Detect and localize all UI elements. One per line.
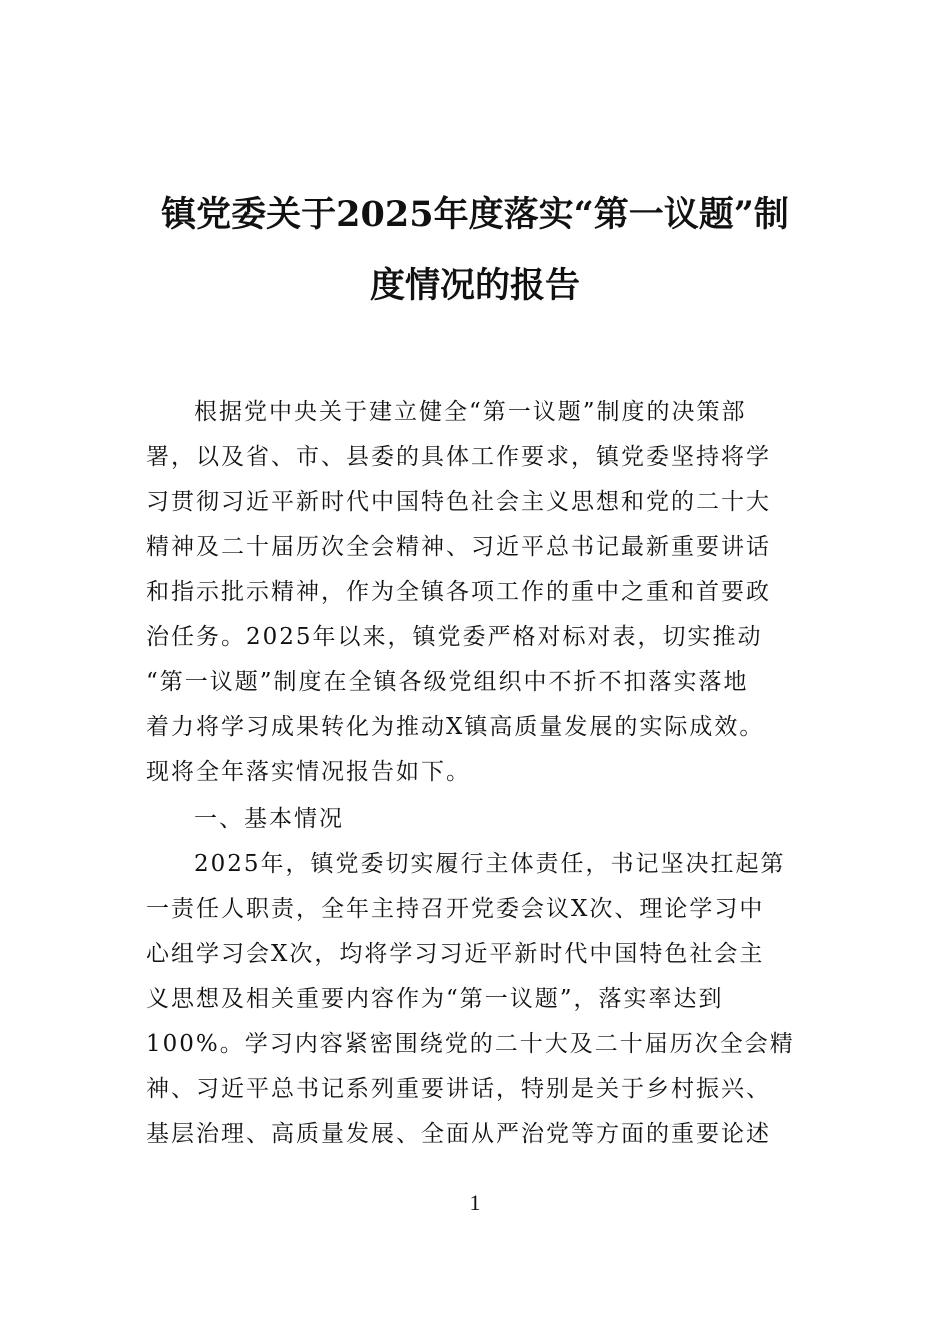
document-title-line-2: 度情况的报告 bbox=[369, 265, 580, 306]
intro-paragraph-line: 现将全年落实情况报告如下。 bbox=[146, 759, 471, 785]
intro-paragraph-line: 治任务。2025年以来，镇党委严格对标对表，切实推动 bbox=[146, 624, 763, 650]
section-paragraph-line: 义思想及相关重要内容作为“第一议题”，落实率达到 bbox=[146, 986, 724, 1012]
section-paragraph-line: 2025年，镇党委切实履行主体责任，书记坚决扛起第 bbox=[194, 851, 786, 877]
section-paragraph-line: 一责任人职责，全年主持召开党委会议X次、理论学习中 bbox=[146, 896, 765, 922]
intro-paragraph-line: “第一议题”制度在全镇各级党组织中不折不扣落实落地 bbox=[146, 669, 749, 695]
intro-paragraph-line: 署，以及省、市、县委的具体工作要求，镇党委坚持将学 bbox=[146, 444, 771, 470]
section-paragraph-line: 神、习近平总书记系列重要讲话，特别是关于乡村振兴、 bbox=[146, 1076, 771, 1102]
intro-paragraph-line: 精神及二十届历次全会精神、习近平总书记最新重要讲话 bbox=[146, 534, 771, 560]
section-paragraph-line: 基层治理、高质量发展、全面从严治党等方面的重要论述 bbox=[146, 1121, 771, 1147]
intro-paragraph-line: 习贯彻习近平新时代中国特色社会主义思想和党的二十大 bbox=[146, 489, 771, 515]
document-title-line-1: 镇党委关于2025年度落实“第一议题”制 bbox=[161, 194, 789, 235]
intro-paragraph-line: 着力将学习成果转化为推动X镇高质量发展的实际成效。 bbox=[146, 714, 765, 740]
section-heading: 一、基本情况 bbox=[194, 806, 344, 832]
intro-paragraph-line: 根据党中央关于建立健全“第一议题”制度的决策部 bbox=[194, 399, 747, 425]
section-paragraph-line: 100%。学习内容紧密围绕党的二十大及二十届历次全会精 bbox=[146, 1031, 795, 1057]
section-paragraph-line: 心组学习会X次，均将学习习近平新时代中国特色社会主 bbox=[146, 941, 765, 967]
intro-paragraph-line: 和指示批示精神，作为全镇各项工作的重中之重和首要政 bbox=[146, 579, 771, 605]
page-number: 1 bbox=[469, 1190, 481, 1215]
